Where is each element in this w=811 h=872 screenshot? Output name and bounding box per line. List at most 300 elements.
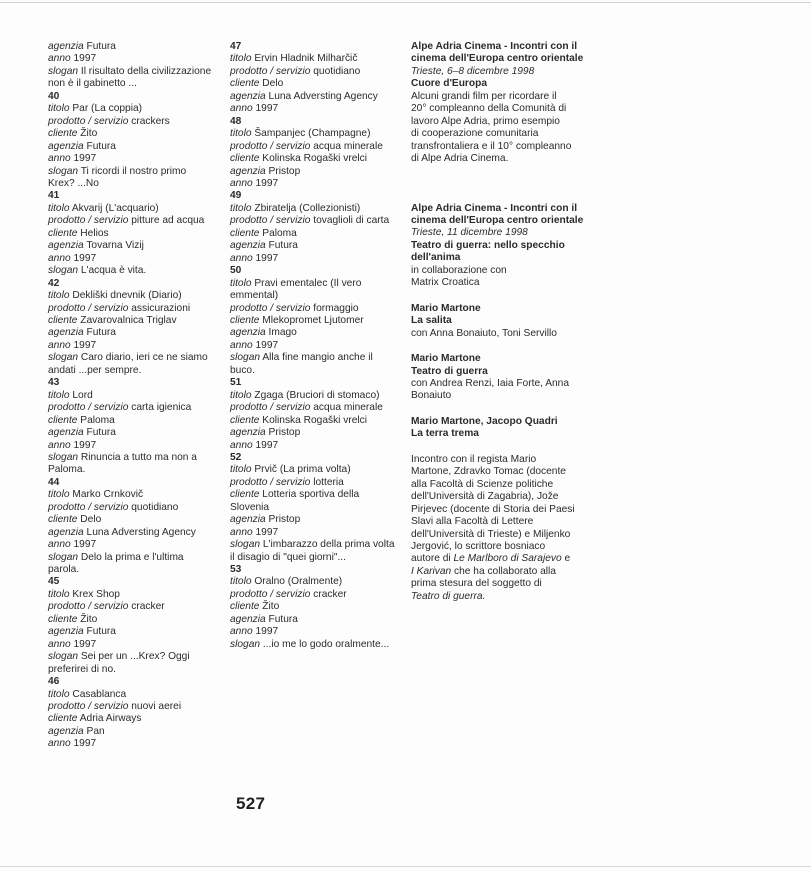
field-label: cliente [230, 227, 260, 239]
entry-field [230, 539, 400, 551]
field-value: Lord [72, 389, 93, 401]
body-text: Martone, Zdravko Tomac (docente [411, 466, 566, 478]
entry-field [230, 178, 400, 190]
bold-heading [411, 78, 583, 90]
field-value: Futura [86, 327, 116, 339]
body-text: Jergović, lo scrittore bosniaco [411, 540, 546, 552]
catalog-column-left [48, 41, 218, 751]
entry-field [48, 128, 218, 140]
field-label: cliente [230, 414, 260, 426]
entry-field [230, 166, 400, 178]
field-label: prodotto / servizio [230, 65, 311, 77]
text-line [411, 265, 583, 277]
field-value: Kolinska Rogaški vrelci [262, 153, 368, 165]
field-label: anno [230, 177, 253, 189]
entry-field [230, 66, 400, 78]
field-label: prodotto / servizio [230, 302, 311, 314]
entry-field [48, 539, 218, 551]
entry-number-text: 53 [230, 564, 242, 576]
field-label: titolo [230, 464, 252, 476]
bold-heading [411, 428, 583, 440]
field-value: quotidiano [131, 501, 179, 513]
italic-line [411, 591, 583, 603]
body-text: con Anna Bonaiuto, Toni Servillo [411, 327, 557, 339]
field-label: cliente [48, 128, 78, 140]
field-label: agenzia [48, 140, 84, 152]
entry-field [48, 552, 218, 564]
field-value: Pravi ementalec (Il vero [254, 277, 362, 289]
entry-field [48, 701, 218, 713]
section-spacer [411, 441, 583, 454]
entry-field [230, 327, 400, 339]
heading-text: Teatro di guerra: nello specchio [411, 239, 565, 251]
field-value: Krex Shop [72, 588, 120, 600]
field-label: prodotto / servizio [230, 402, 311, 414]
field-value: tovaglioli di carta [313, 215, 390, 227]
field-label: slogan [48, 451, 79, 463]
field-value: 1997 [255, 626, 279, 638]
body-text: Incontro con il regista Mario [411, 453, 537, 465]
entry-number [230, 452, 400, 464]
entry-field [48, 601, 218, 613]
field-value: Pristop [268, 514, 301, 526]
entry-field [48, 315, 218, 327]
entry-field [230, 477, 400, 489]
heading-text: cinema dell'Europa centro orientale [411, 53, 584, 65]
entry-number [230, 116, 400, 128]
field-label: agenzia [230, 90, 266, 102]
field-label: slogan [48, 651, 79, 663]
entry-number [48, 676, 218, 688]
field-label: slogan [230, 539, 261, 551]
field-value: 1997 [73, 252, 97, 264]
bold-heading [411, 215, 583, 227]
field-value: Kolinska Rogaški vrelci [262, 414, 368, 426]
field-label: prodotto / servizio [230, 215, 311, 227]
text-line [48, 664, 218, 676]
heading-text: Alpe Adria Cinema - Incontri con il [411, 202, 578, 214]
bold-heading [411, 53, 583, 65]
field-label: titolo [48, 588, 70, 600]
entry-number-text: 42 [48, 277, 60, 289]
field-label: agenzia [48, 427, 84, 439]
italic-text: Trieste, 11 dicembre 1998 [411, 227, 528, 239]
field-value: Ti ricordi il nostro primo [80, 165, 187, 177]
text-line [230, 552, 400, 564]
text-line [411, 541, 583, 553]
field-value: acqua minerale [313, 402, 383, 414]
field-value: Paloma [262, 227, 297, 239]
field-value: Lotteria sportiva della [262, 489, 360, 501]
entry-field [230, 141, 400, 153]
field-value: 1997 [73, 638, 97, 650]
entry-number-text: 51 [230, 377, 242, 389]
field-label: titolo [230, 53, 252, 65]
entry-field [230, 527, 400, 539]
field-value: 1997 [73, 738, 97, 750]
entry-field [48, 502, 218, 514]
text-line [411, 466, 583, 478]
field-value: 1997 [255, 103, 279, 115]
section-spacer [411, 290, 583, 303]
entry-field [48, 153, 218, 165]
body-text: e [561, 553, 571, 565]
entry-number [48, 477, 218, 489]
italic-text: I Karivan [411, 565, 452, 577]
field-label: anno [48, 252, 71, 264]
field-value: L'acqua è vita. [80, 265, 147, 277]
bold-heading [411, 303, 583, 315]
body-text: lavoro Alpe Adria, primo esempio [411, 115, 560, 127]
entry-field [48, 352, 218, 364]
field-value: 1997 [73, 539, 97, 551]
field-label: cliente [230, 489, 260, 501]
entry-number-text: 46 [48, 676, 60, 688]
field-value: 1997 [73, 439, 97, 451]
field-label: slogan [48, 551, 79, 563]
italic-line [411, 66, 583, 78]
entry-field [48, 452, 218, 464]
entry-field [230, 253, 400, 265]
text-line [411, 516, 583, 528]
field-value: 1997 [73, 339, 97, 351]
field-value: Luna Adversting Agency [268, 90, 378, 102]
body-text: di cooperazione comunitaria [411, 128, 539, 140]
entry-field [48, 738, 218, 750]
field-value: Pan [86, 725, 105, 737]
field-value: Žito [262, 601, 280, 613]
entry-field [48, 41, 218, 53]
field-value: L'imbarazzo della prima volta [262, 539, 395, 551]
field-label: prodotto / servizio [48, 402, 129, 414]
body-text: dell'Università di Trieste) e Miljenko [411, 528, 571, 540]
field-value: Futura [86, 140, 116, 152]
text-line [411, 153, 583, 165]
entry-field [48, 240, 218, 252]
entry-number [230, 190, 400, 202]
text-line [411, 378, 583, 390]
field-label: titolo [48, 489, 70, 501]
text-line [48, 564, 218, 576]
entry-number [48, 91, 218, 103]
field-label: anno [230, 526, 253, 538]
field-value: Žito [80, 128, 98, 140]
text-line [230, 290, 400, 302]
field-value: 1997 [255, 252, 279, 264]
entry-field [48, 327, 218, 339]
field-label: agenzia [48, 626, 84, 638]
entry-field [48, 402, 218, 414]
entry-field [230, 78, 400, 90]
field-label: titolo [230, 389, 252, 401]
field-value: Luna Adversting Agency [86, 526, 196, 538]
entry-field [230, 128, 400, 140]
field-label: agenzia [48, 240, 84, 252]
text-line [411, 454, 583, 466]
field-value: Delo [262, 78, 284, 90]
heading-text: La terra trema [411, 428, 479, 440]
text-line [411, 390, 583, 402]
heading-text: La salita [411, 315, 452, 327]
entry-number-text: 45 [48, 576, 60, 588]
field-value: formaggio [313, 302, 359, 314]
bold-heading [411, 315, 583, 327]
section-spacer [411, 340, 583, 353]
field-value: carta igienica [131, 402, 192, 414]
field-value: 1997 [255, 526, 279, 538]
mixed-line [411, 553, 583, 565]
entry-number [230, 377, 400, 389]
field-label: agenzia [48, 725, 84, 737]
entry-number [230, 564, 400, 576]
entry-field [48, 689, 218, 701]
body-text: non è il gabinetto ... [48, 78, 137, 90]
field-label: titolo [48, 389, 70, 401]
field-value: ...io me lo godo oralmente... [262, 638, 390, 650]
entry-field [230, 514, 400, 526]
field-label: anno [230, 103, 253, 115]
field-value: Mlekopromet Ljutomer [262, 314, 364, 326]
field-label: titolo [230, 576, 252, 588]
body-text: in collaborazione con [411, 264, 507, 276]
field-value: lotteria [313, 476, 344, 488]
bold-heading [411, 252, 583, 264]
body-text: autore di [411, 553, 454, 565]
entry-field [48, 253, 218, 265]
italic-text: Teatro di guerra. [411, 590, 486, 602]
entry-field [230, 91, 400, 103]
field-label: anno [48, 53, 71, 65]
field-value: Imago [268, 327, 297, 339]
bold-heading [411, 41, 583, 53]
text-line [411, 328, 583, 340]
entry-field [230, 489, 400, 501]
entry-field [230, 203, 400, 215]
entry-field [230, 614, 400, 626]
field-value: Dekliški dnevnik (Diario) [72, 290, 182, 302]
entry-field [230, 228, 400, 240]
text-line [411, 103, 583, 115]
body-text: buco. [230, 364, 255, 376]
entry-number-text: 41 [48, 190, 60, 202]
entry-field [230, 340, 400, 352]
field-label: agenzia [230, 327, 266, 339]
body-text: andati ...per sempre. [48, 364, 142, 376]
field-value: Tovarna Vizij [86, 240, 144, 252]
text-line [411, 128, 583, 140]
field-value: Futura [268, 240, 298, 252]
entry-number-text: 44 [48, 476, 60, 488]
field-label: cliente [48, 613, 78, 625]
entry-field [48, 53, 218, 65]
mixed-line [411, 566, 583, 578]
text-line [230, 365, 400, 377]
italic-text: Trieste, 6–8 dicembre 1998 [411, 65, 535, 77]
field-value: crackers [131, 115, 170, 127]
body-text: Matrix Croatica [411, 277, 480, 289]
field-label: cliente [48, 713, 78, 725]
field-value: Oralno (Oralmente) [254, 576, 343, 588]
field-label: agenzia [230, 514, 266, 526]
entry-field [230, 315, 400, 327]
heading-text: Cuore d'Europa [411, 78, 488, 90]
entry-field [48, 215, 218, 227]
section-spacer [411, 166, 583, 203]
entry-field [230, 402, 400, 414]
field-value: assicurazioni [131, 302, 191, 314]
field-value: 1997 [73, 153, 97, 165]
field-value: 1997 [255, 339, 279, 351]
entry-field [48, 726, 218, 738]
field-value: Zbiratelja (Collezionisti) [254, 202, 361, 214]
field-label: prodotto / servizio [230, 588, 311, 600]
body-text: Paloma. [48, 464, 86, 476]
entry-field [48, 66, 218, 78]
text-line [411, 578, 583, 590]
field-label: agenzia [48, 41, 84, 52]
entry-number [48, 576, 218, 588]
entry-number [230, 265, 400, 277]
heading-text: dell'anima [411, 252, 461, 264]
heading-text: Mario Martone, Jacopo Quadri [411, 415, 558, 427]
body-text: Bonaiuto [411, 390, 452, 402]
field-label: titolo [48, 290, 70, 302]
page-number: 527 [236, 794, 266, 813]
entry-field [48, 489, 218, 501]
field-value: Ervin Hladnik Milharčič [254, 53, 358, 65]
field-value: quotidiano [313, 65, 361, 77]
body-text: prima stesura del soggetto di [411, 578, 542, 590]
field-label: slogan [230, 638, 261, 650]
italic-text: Le Marlboro di Sarajevo [453, 553, 562, 565]
field-value: Helios [80, 227, 109, 239]
entry-field [48, 415, 218, 427]
text-line [411, 116, 583, 128]
field-label: titolo [48, 103, 70, 115]
field-label: slogan [48, 352, 79, 364]
field-label: anno [48, 439, 71, 451]
text-line [48, 464, 218, 476]
field-value: Prvič (La prima volta) [254, 464, 351, 476]
field-value: pitture ad acqua [131, 215, 205, 227]
text-line [48, 178, 218, 190]
field-value: Šampanjec (Champagne) [254, 128, 371, 140]
field-label: prodotto / servizio [48, 115, 129, 127]
entry-number [230, 41, 400, 53]
entry-field [48, 116, 218, 128]
field-label: agenzia [230, 613, 266, 625]
field-label: anno [230, 626, 253, 638]
heading-text: Mario Martone [411, 302, 481, 314]
body-text: Alcuni grandi film per ricordare il [411, 90, 557, 102]
field-label: agenzia [230, 427, 266, 439]
top-rule [0, 2, 811, 3]
italic-line [411, 227, 583, 239]
entry-field [48, 303, 218, 315]
field-label: anno [230, 439, 253, 451]
entry-number-text: 40 [48, 90, 60, 102]
body-text: parola. [48, 564, 80, 576]
field-label: prodotto / servizio [48, 501, 129, 513]
entry-field [48, 141, 218, 153]
text-line [411, 141, 583, 153]
entry-field [230, 464, 400, 476]
field-value: nuovi aerei [131, 701, 182, 713]
field-value: cracker [131, 601, 165, 613]
heading-text: Alpe Adria Cinema - Incontri con il [411, 41, 578, 52]
field-label: anno [230, 339, 253, 351]
field-label: cliente [48, 414, 78, 426]
entry-field [48, 713, 218, 725]
entry-number-text: 43 [48, 377, 60, 389]
entry-field [230, 440, 400, 452]
entry-field [48, 651, 218, 663]
field-value: Adria Airways [79, 713, 142, 725]
field-label: agenzia [230, 165, 266, 177]
entry-field [48, 614, 218, 626]
entry-number-text: 50 [230, 265, 242, 277]
field-label: titolo [230, 277, 252, 289]
field-label: cliente [48, 314, 78, 326]
text-line [411, 504, 583, 516]
field-label: anno [48, 738, 71, 750]
entry-field [48, 639, 218, 651]
field-value: Delo [80, 514, 102, 526]
entry-field [48, 290, 218, 302]
entry-field [48, 166, 218, 178]
field-label: titolo [230, 128, 252, 140]
field-value: Futura [268, 613, 298, 625]
entry-number-text: 48 [230, 115, 242, 127]
entry-field [230, 240, 400, 252]
events-column-right [411, 41, 583, 603]
entry-field [230, 153, 400, 165]
body-text: di Alpe Adria Cinema. [411, 153, 509, 165]
entry-field [48, 228, 218, 240]
text-line [411, 91, 583, 103]
field-value: Futura [86, 41, 116, 52]
entry-field [230, 601, 400, 613]
text-line [230, 502, 400, 514]
field-value: Žito [80, 613, 98, 625]
entry-field [48, 514, 218, 526]
bold-heading [411, 366, 583, 378]
field-value: Akvarij (L'acquario) [71, 202, 159, 214]
body-text: Slovenia [230, 501, 270, 513]
field-label: anno [48, 638, 71, 650]
field-value: Par (La coppia) [72, 103, 143, 115]
field-value: Paloma [80, 414, 115, 426]
heading-text: cinema dell'Europa centro orientale [411, 214, 584, 226]
bold-heading [411, 203, 583, 215]
field-label: cliente [230, 153, 260, 165]
entry-field [48, 527, 218, 539]
heading-text: Teatro di guerra [411, 365, 488, 377]
field-label: agenzia [230, 240, 266, 252]
field-label: cliente [230, 78, 260, 90]
text-line [411, 491, 583, 503]
field-value: Pristop [268, 165, 301, 177]
field-value: Casablanca [72, 688, 127, 700]
body-text: 20° compleanno della Comunità di [411, 103, 567, 115]
entry-field [48, 427, 218, 439]
field-label: titolo [230, 202, 252, 214]
field-label: cliente [230, 314, 260, 326]
text-line [48, 78, 218, 90]
field-label: prodotto / servizio [48, 302, 129, 314]
body-text: alla Facoltà di Scienze politiche [411, 478, 554, 490]
field-label: anno [48, 339, 71, 351]
